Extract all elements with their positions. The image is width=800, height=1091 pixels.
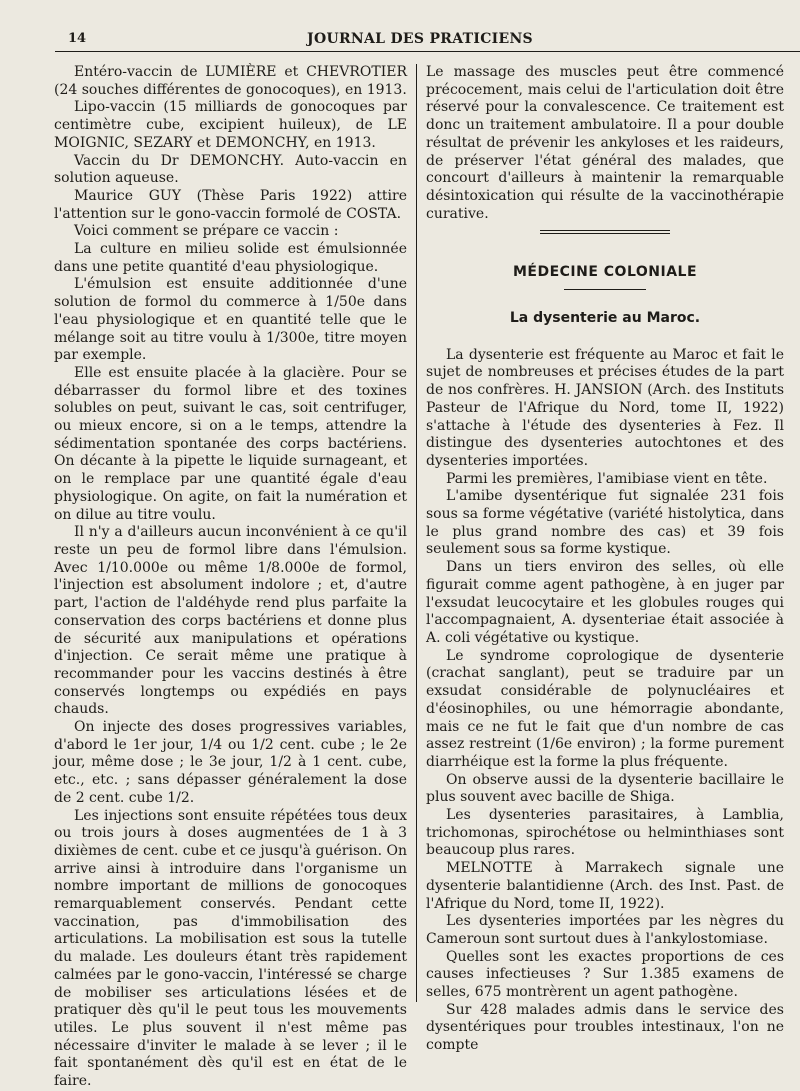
paragraph: L'émulsion est ensuite additionnée d'une solution de formol du commerce à 1/50e dans l'eau physiologique et en quantité telle que le mélange soit au titre voulu à 1/300e, titre moyen par exemple. bbox=[54, 276, 407, 364]
header-rule bbox=[55, 51, 800, 52]
paragraph: Les dysenteries parasitaires, à Lamblia, trichomonas, spirochétose ou helminthiases sont beaucoup plus rares. bbox=[426, 807, 784, 859]
paragraph: Il n'y a d'ailleurs aucun inconvénient à ce qu'il reste un peu de formol libre dans l'émulsion. Avec 1/10.000e ou même 1/8.000e de formol, l'injection est absolument indolore ; et, d'autre part, l'action de l'aldéhyde rend plus parfaite la conservation des corps bactériens et donne plus de sécurité aux manipulations et opérations d'injection. Ce serait même une pratique à recommander pour les vaccins destinés à être conservés longtemps ou expédiés en pays chauds. bbox=[54, 524, 407, 718]
paragraph: Vaccin du Dr DEMONCHY. Auto-vaccin en solution aqueuse. bbox=[54, 152, 407, 187]
paragraph: Dans un tiers environ des selles, où elle figurait comme agent pathogène, à en juger par l'exsudat leucocytaire et les globules rouges qui l'accompagnaient, A. dysenteriae était associée à A. coli végétative ou kystique. bbox=[426, 559, 784, 646]
article-title: La dysenterie au Maroc. bbox=[509, 310, 701, 327]
paragraph: Lipo-vaccin (15 milliards de gonocoques par centimètre cube, excipient huileux), de LE MOIGNIC, SEZARY et DEMONCHY, en 1913. bbox=[54, 99, 407, 151]
left-column bbox=[54, 64, 407, 1091]
section-rule bbox=[564, 289, 646, 290]
paragraph: La culture en milieu solide est émulsionnée dans une petite quantité d'eau physiologique. bbox=[54, 241, 407, 275]
separator-ornament bbox=[540, 230, 670, 234]
paragraph: Les injections sont ensuite répétées tous deux ou trois jours à doses augmentées de 1 à 3 dixièmes de cent. cube et ce jusqu'à guérison. On arrive ainsi à introduire dans l'organisme un nombre important de millions de gonocoques remarquablement conservés. Pendant cette vaccination, pas d'immobilisation des articulations. La mobilisation est sous la tutelle du malade. Les douleurs étant très rapidement calmées par le gono-vaccin, l'intéressé se charge de mobiliser ses articulations lésées et de pratiquer dès qu'il le peut tous les mouvements utiles. Le plus souvent il n'est même pas nécessaire d'inviter le malade à se lever ; il le fait spontanément dès qu'il est en état de le faire. bbox=[54, 807, 407, 1090]
section-title: MÉDECINE COLONIALE bbox=[512, 264, 698, 281]
paragraph: MELNOTTE à Marrakech signale une dysenterie balantidienne (Arch. des Inst. Past. de l'Afrique du Nord, tome II, 1922). bbox=[426, 860, 784, 912]
paragraph: On injecte des doses progressives variables, d'abord le 1er jour, 1/4 ou 1/2 cent. cube ; le 2e jour, même dose ; le 3e jour, 1/2 à 1 cent. cube, etc., etc. ; sans dépasser généralement la dose de 2 cent. cube 1/2. bbox=[54, 719, 407, 806]
column-divider bbox=[416, 64, 417, 1002]
paragraph: Quelles sont les exactes proportions de ces causes infectieuses ? Sur 1.385 examens de selles, 675 montrèrent un agent pathogène. bbox=[426, 948, 784, 1001]
paragraph: Parmi les premières, l'amibiase vient en tête. bbox=[446, 470, 768, 487]
paragraph: Le syndrome coprologique de dysenterie (crachat sanglant), peut se traduire par un exsudat considérable de polynucléaires et d'éosinophiles, ou une hémorragie abondante, mais ce ne fut le fait que d'un nombre de cas assez restreint (1/6e environ) ; la forme purement diarrhéique est la forme la plus fréquente. bbox=[426, 647, 784, 770]
paragraph: L'amibe dysentérique fut signalée 231 fois sous sa forme végétative (variété histolytica, dans le plus grand nombre des cas) et 39 fois seulement sous sa forme kystique. bbox=[426, 488, 784, 558]
paragraph: Voici comment se prépare ce vaccin : bbox=[74, 223, 339, 240]
journal-title: JOURNAL DES PRATICIENS bbox=[307, 31, 533, 47]
paragraph: Les dysenteries importées par les nègres du Cameroun sont surtout dues à l'ankylostomiase. bbox=[426, 913, 784, 947]
paragraph: Elle est ensuite placée à la glacière. Pour se débarrasser du formol libre et des toxines solubles on peut, suivant le cas, soit centrifuger, ou mieux encore, si on a le temps, attendre la sédimentation spontanée des corps bactériens. On décante à la pipette le liquide surnageant, et on le remplace par une quantité égale d'eau physiologique. On agite, on fait la numération et on dilue au titre voulu. bbox=[54, 364, 407, 523]
page-number: 14 bbox=[68, 31, 87, 46]
paragraph: Entéro-vaccin de LUMIÈRE et CHEVROTIER (24 souches différentes de gonocoques), en 1913. bbox=[54, 64, 407, 98]
continuation-paragraph: Le massage des muscles peut être commencé précocement, mais celui de l'articulation doit être réservé pour la convalescence. Ce traitement est donc un traitement ambulatoire. Il a pour double résultat de prévenir les ankyloses et les raideurs, de préserver l'état général des malades, que concourt d'ailleurs à maintenir la remarquable désintoxication qui résulte de la vaccinothérapie curative. bbox=[426, 64, 784, 222]
paragraph: Maurice GUY (Thèse Paris 1922) attire l'attention sur le gono-vaccin formolé de COSTA. bbox=[54, 187, 407, 222]
paragraph: Sur 428 malades admis dans le service des dysentériques pour troubles intestinaux, l'on ne compte bbox=[426, 1001, 784, 1054]
right-column bbox=[426, 64, 784, 1055]
paragraph: La dysenterie est fréquente au Maroc et fait le sujet de nombreuses et précises études de la part de nos confrères. H. JANSION (Arch. des Instituts Pasteur de l'Afrique du Nord, tome II, 1922) s'attache à l'étude des dysenteries à Fez. Il distingue des dysenteries autochtones et des dysenteries importées. bbox=[426, 346, 784, 469]
paragraph: On observe aussi de la dysenterie bacillaire le plus souvent avec bacille de Shiga. bbox=[426, 771, 784, 806]
